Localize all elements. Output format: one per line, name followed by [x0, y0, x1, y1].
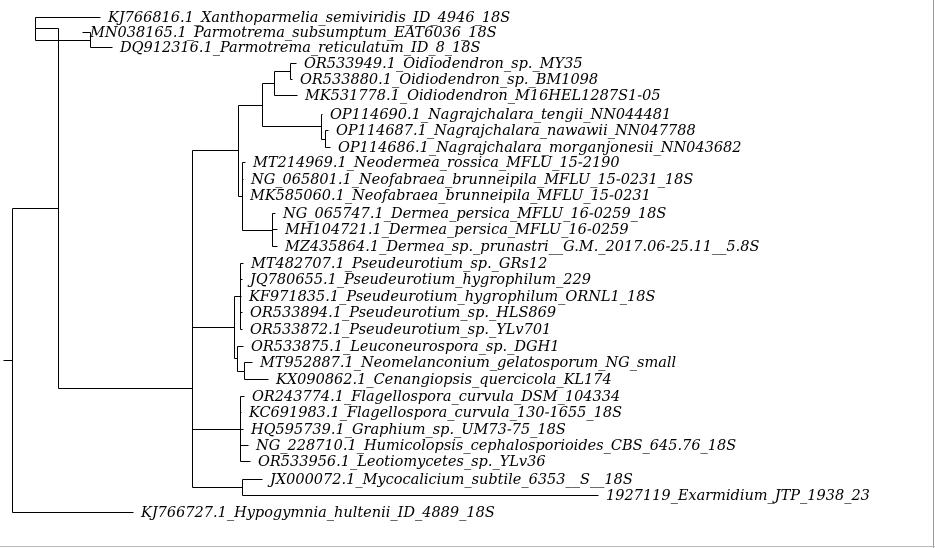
leaf-label[interactable]: KJ766816.1_Xanthoparmelia_semiviridis_ID_4946_18S [108, 10, 511, 26]
leaf-label[interactable]: MT214969.1_Neodermea_rossica_MFLU_15-2190 [253, 155, 620, 171]
leaf-label[interactable]: MK585060.1_Neofabraea_brunneipila_MFLU_15-0231 [250, 188, 651, 204]
leaf-label[interactable]: NG_228710.1_Humicolopsis_cephalosporioides_CBS_645.76_18S [256, 438, 737, 454]
leaf-label[interactable]: OP114690.1_Nagrajchalara_tengii_NN044481 [330, 107, 672, 123]
leaf-label[interactable]: MT952887.1_Neomelanconium_gelatosporum_NG_small [260, 355, 677, 371]
leaf-label[interactable]: OR533894.1_Pseudeurotium_sp._HLS869 [250, 305, 557, 321]
leaf-label[interactable]: NG_065747.1_Dermea_persica_MFLU_16-0259_18S [283, 206, 667, 222]
leaf-label[interactable]: KX090862.1_Cenangiopsis_quercicola_KL174 [276, 372, 612, 388]
leaf-label[interactable]: OP114686.1_Nagrajchalara_morganjonesii_NN043682 [338, 140, 742, 156]
leaf-label[interactable]: OR533875.1_Leuconeurospora_sp._DGH1 [251, 339, 560, 355]
leaf-label[interactable]: JX000072.1_Mycocalicium_subtile_6353__S__18S [270, 472, 633, 488]
leaf-label[interactable]: OR243774.1_Flagellospora_curvula_DSM_104334 [252, 389, 621, 405]
leaf-label[interactable]: OR533880.1_Oidiodendron_sp._BM1098 [300, 72, 599, 88]
leaf-label[interactable]: KF971835.1_Pseudeurotium_hygrophilum_ORNL1_18S [249, 289, 656, 305]
leaf-label[interactable]: OR533872.1_Pseudeurotium_sp._YLv701 [250, 322, 552, 338]
leaf-label[interactable]: 1927119_Exarmidium_JTP_1938_23 [606, 488, 870, 504]
leaf-label[interactable]: HQ595739.1_Graphium_sp._UM73-75_18S [251, 422, 566, 438]
leaf-label[interactable]: KC691983.1_Flagellospora_curvula_130-1655_18S [249, 405, 623, 421]
leaf-label[interactable]: MH104721.1_Dermea_persica_MFLU_16-0259 [285, 222, 629, 238]
leaf-label[interactable]: MK531778.1_Oidiodendron_M16HEL1287S1-05 [305, 88, 661, 104]
leaf-label[interactable]: NG_065801.1_Neofabraea_brunneipila_MFLU_15-0231_18S [251, 172, 694, 188]
leaf-label[interactable]: OP114687.1_Nagrajchalara_nawawii_NN047788 [336, 123, 696, 139]
leaf-label[interactable]: MN038165.1_Parmotrema_subsumptum_EAT6036_18S [90, 25, 497, 41]
leaf-label[interactable]: OR533949.1_Oidiodendron_sp._MY35 [304, 56, 583, 72]
leaf-label[interactable]: DQ912316.1_Parmotrema_reticulatum_ID_8_18S [120, 40, 481, 56]
leaf-label[interactable]: OR533956.1_Leotiomycetes_sp._YLv36 [258, 454, 546, 470]
leaf-label[interactable]: MZ435864.1_Dermea_sp._prunastri__G.M._2017.06-25.11__5.8S [285, 239, 760, 255]
leaf-label[interactable]: KJ766727.1_Hypogymnia_hultenii_ID_4889_18S [141, 505, 495, 521]
leaf-label[interactable]: MT482707.1_Pseudeurotium_sp._GRs12 [251, 256, 548, 272]
leaf-label[interactable]: JQ780655.1_Pseudeurotium_hygrophilum_229 [250, 272, 591, 288]
